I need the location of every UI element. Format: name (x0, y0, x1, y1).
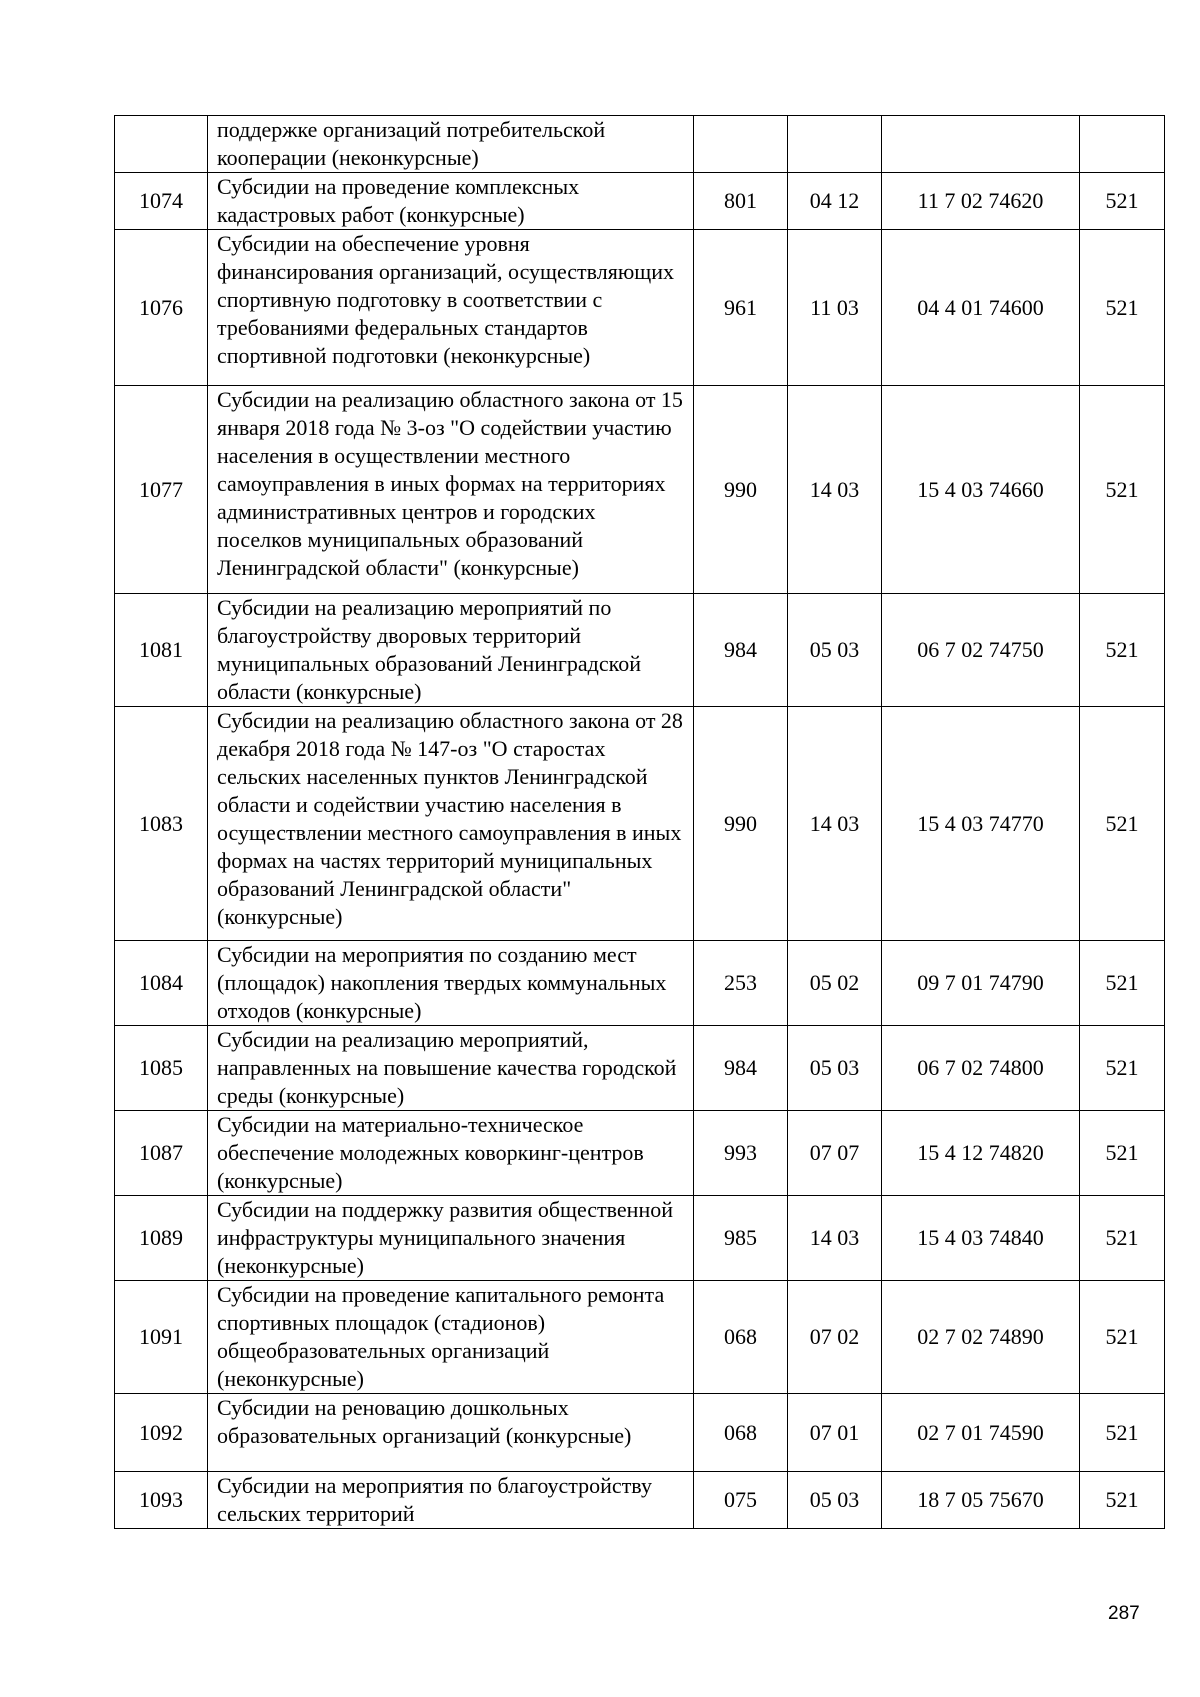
expense-type-cell: 521 (1080, 386, 1165, 594)
row-number-cell: 1077 (115, 386, 208, 594)
expense-type-cell: 521 (1080, 1472, 1165, 1529)
row-number-cell: 1093 (115, 1472, 208, 1529)
target-article-cell: 15 4 12 74820 (882, 1111, 1080, 1196)
expense-type-cell (1080, 116, 1165, 173)
table-row (115, 173, 1165, 230)
description-cell: Субсидии на реализацию областного закона от 15 января 2018 года № 3-оз "О содействии участию населения в осуществлении местного самоуправления в иных формах на территориях административных центров и городских поселков муниципальных образований Ленинградской области" (конкурсные) (208, 386, 694, 594)
section-code-cell: 11 03 (788, 230, 882, 386)
row-number-cell: 1089 (115, 1196, 208, 1281)
expense-type-cell: 521 (1080, 230, 1165, 386)
target-article-cell: 04 4 01 74600 (882, 230, 1080, 386)
row-number-cell: 1076 (115, 230, 208, 386)
target-article-cell: 15 4 03 74840 (882, 1196, 1080, 1281)
target-article-cell: 02 7 01 74590 (882, 1394, 1080, 1472)
expense-type-cell: 521 (1080, 941, 1165, 1026)
row-number-cell: 1091 (115, 1281, 208, 1394)
description-cell: Субсидии на реализацию мероприятий по благоустройству дворовых территорий муниципальных образований Ленинградской области (конкурсные) (208, 594, 694, 707)
row-number-cell: 1074 (115, 173, 208, 230)
table-row (115, 594, 1165, 707)
department-code-cell (694, 116, 788, 173)
target-article-cell: 11 7 02 74620 (882, 173, 1080, 230)
row-number-cell: 1081 (115, 594, 208, 707)
table-row (115, 116, 1165, 173)
section-code-cell: 05 03 (788, 1472, 882, 1529)
table-row (115, 1111, 1165, 1196)
row-number-cell: 1085 (115, 1026, 208, 1111)
description-cell: Субсидии на реновацию дошкольных образовательных организаций (конкурсные) (208, 1394, 694, 1472)
section-code-cell: 14 03 (788, 707, 882, 941)
table-body (115, 116, 1165, 1529)
target-article-cell: 02 7 02 74890 (882, 1281, 1080, 1394)
expense-type-cell: 521 (1080, 1111, 1165, 1196)
department-code-cell: 068 (694, 1394, 788, 1472)
department-code-cell: 985 (694, 1196, 788, 1281)
description-cell: Субсидии на поддержку развития общественной инфраструктуры муниципального значения (неконкурсные) (208, 1196, 694, 1281)
description-cell: Субсидии на мероприятия по благоустройству сельских территорий (208, 1472, 694, 1529)
table-row (115, 707, 1165, 941)
target-article-cell (882, 116, 1080, 173)
department-code-cell: 984 (694, 594, 788, 707)
expense-type-cell: 521 (1080, 594, 1165, 707)
department-code-cell: 075 (694, 1472, 788, 1529)
section-code-cell: 07 01 (788, 1394, 882, 1472)
section-code-cell: 05 03 (788, 1026, 882, 1111)
expense-type-cell: 521 (1080, 1196, 1165, 1281)
expense-type-cell: 521 (1080, 707, 1165, 941)
row-number-cell (115, 116, 208, 173)
row-number-cell: 1092 (115, 1394, 208, 1472)
section-code-cell: 05 03 (788, 594, 882, 707)
table-row (115, 1026, 1165, 1111)
description-cell: Субсидии на материально-техническое обеспечение молодежных коворкинг-центров (конкурсные) (208, 1111, 694, 1196)
expense-type-cell: 521 (1080, 1026, 1165, 1111)
table-row (115, 386, 1165, 594)
section-code-cell: 04 12 (788, 173, 882, 230)
description-cell: Субсидии на мероприятия по созданию мест (площадок) накопления твердых коммунальных отходов (конкурсные) (208, 941, 694, 1026)
description-cell: Субсидии на проведение комплексных кадастровых работ (конкурсные) (208, 173, 694, 230)
target-article-cell: 15 4 03 74770 (882, 707, 1080, 941)
expense-type-cell: 521 (1080, 173, 1165, 230)
expense-type-cell: 521 (1080, 1394, 1165, 1472)
table-row (115, 1394, 1165, 1472)
description-cell: поддержке организаций потребительской кооперации (неконкурсные) (208, 116, 694, 173)
target-article-cell: 18 7 05 75670 (882, 1472, 1080, 1529)
department-code-cell: 068 (694, 1281, 788, 1394)
section-code-cell: 07 07 (788, 1111, 882, 1196)
department-code-cell: 990 (694, 386, 788, 594)
department-code-cell: 961 (694, 230, 788, 386)
page-number: 287 (1108, 1603, 1140, 1624)
description-cell: Субсидии на обеспечение уровня финансирования организаций, осуществляющих спортивную подготовку в соответствии с требованиями федеральных стандартов спортивной подготовки (неконкурсные) (208, 230, 694, 386)
section-code-cell (788, 116, 882, 173)
target-article-cell: 09 7 01 74790 (882, 941, 1080, 1026)
section-code-cell: 05 02 (788, 941, 882, 1026)
section-code-cell: 07 02 (788, 1281, 882, 1394)
table-row (115, 230, 1165, 386)
row-number-cell: 1087 (115, 1111, 208, 1196)
subsidy-table (114, 115, 1165, 1529)
department-code-cell: 993 (694, 1111, 788, 1196)
target-article-cell: 15 4 03 74660 (882, 386, 1080, 594)
row-number-cell: 1083 (115, 707, 208, 941)
description-cell: Субсидии на реализацию областного закона от 28 декабря 2018 года № 147-оз "О старостах сельских населенных пунктов Ленинградской области и содействии участию населения в осуществлении местного самоуправления в иных формах на частях территорий муниципальных образований Ленинградской области" (конкурсные) (208, 707, 694, 941)
department-code-cell: 253 (694, 941, 788, 1026)
description-cell: Субсидии на проведение капитального ремонта спортивных площадок (стадионов) общеобразовательных организаций (неконкурсные) (208, 1281, 694, 1394)
table-row (115, 941, 1165, 1026)
description-cell: Субсидии на реализацию мероприятий, направленных на повышение качества городской среды (конкурсные) (208, 1026, 694, 1111)
target-article-cell: 06 7 02 74750 (882, 594, 1080, 707)
row-number-cell: 1084 (115, 941, 208, 1026)
section-code-cell: 14 03 (788, 386, 882, 594)
table-row (115, 1196, 1165, 1281)
table-row (115, 1472, 1165, 1529)
department-code-cell: 984 (694, 1026, 788, 1111)
section-code-cell: 14 03 (788, 1196, 882, 1281)
expense-type-cell: 521 (1080, 1281, 1165, 1394)
target-article-cell: 06 7 02 74800 (882, 1026, 1080, 1111)
department-code-cell: 801 (694, 173, 788, 230)
table-row (115, 1281, 1165, 1394)
department-code-cell: 990 (694, 707, 788, 941)
